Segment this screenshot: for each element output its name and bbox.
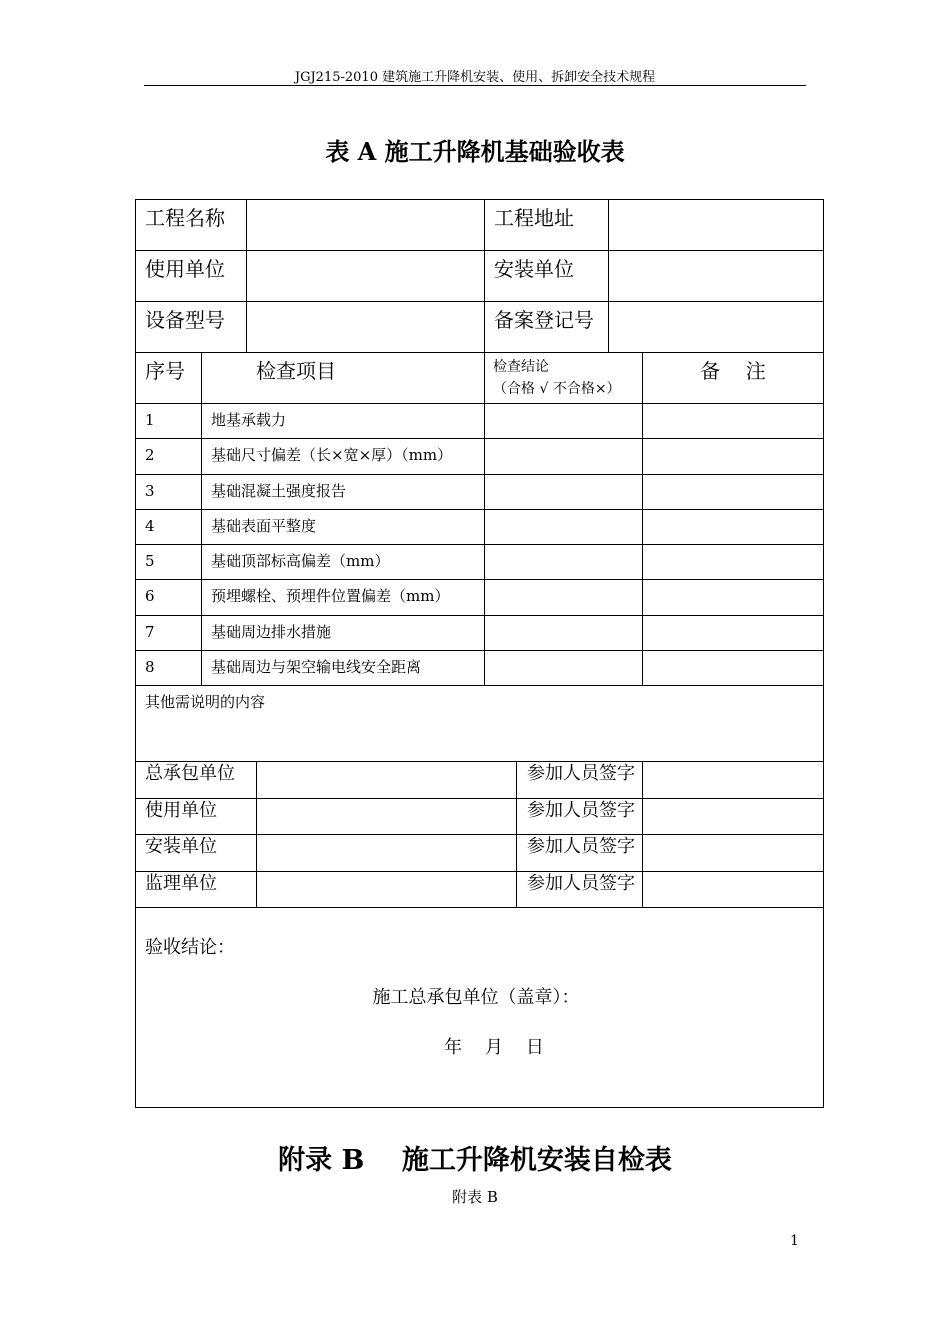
row-no: 7	[136, 616, 202, 651]
field-project-name[interactable]	[247, 200, 485, 251]
label-registration-no: 备案登记号	[485, 302, 609, 353]
party-unit-field[interactable]	[257, 799, 517, 836]
row-result-cell[interactable]	[485, 580, 643, 615]
col-header-item: 检查项目	[202, 353, 485, 404]
row-item: 基础尺寸偏差（长×宽×厚）（mm）	[202, 439, 485, 474]
stamp-label: 施工总承包单位（盖章）：	[372, 987, 580, 1008]
row-no: 1	[136, 404, 202, 439]
label-project-name: 工程名称	[136, 200, 247, 251]
label-install-unit: 安装单位	[485, 251, 609, 302]
party-unit-label: 监理单位	[136, 872, 257, 909]
col-header-no: 序号	[136, 353, 202, 404]
row-result-cell[interactable]	[485, 475, 643, 510]
party-sign-label: 参加人员签字	[517, 835, 643, 872]
row-result-cell[interactable]	[485, 510, 643, 545]
row-no: 6	[136, 580, 202, 615]
party-unit-label: 总承包单位	[136, 762, 257, 799]
party-sign-field[interactable]	[643, 799, 824, 836]
party-unit-label: 安装单位	[136, 835, 257, 872]
field-registration-no[interactable]	[609, 302, 824, 353]
row-remark-cell[interactable]	[643, 580, 824, 615]
party-unit-field[interactable]	[257, 762, 517, 799]
party-sign-label: 参加人员签字	[517, 762, 643, 799]
row-remark-cell[interactable]	[643, 404, 824, 439]
field-project-address[interactable]	[609, 200, 824, 251]
row-remark-cell[interactable]	[643, 651, 824, 686]
field-install-unit[interactable]	[609, 251, 824, 302]
row-result-cell[interactable]	[485, 616, 643, 651]
page-number: 1	[790, 1233, 799, 1249]
row-item: 基础混凝土强度报告	[202, 475, 485, 510]
appendix-subtitle: 附表 B	[452, 1188, 498, 1206]
conclusion-label: 验收结论：	[145, 937, 235, 958]
row-remark-cell[interactable]	[643, 475, 824, 510]
party-sign-field[interactable]	[643, 835, 824, 872]
label-project-address: 工程地址	[485, 200, 609, 251]
row-item: 预埋螺栓、预埋件位置偏差（mm）	[202, 580, 485, 615]
row-remark-cell[interactable]	[643, 545, 824, 580]
col-header-result-line2: （合格 √ 不合格×）	[493, 381, 621, 397]
row-result-cell[interactable]	[485, 439, 643, 474]
row-result-cell[interactable]	[485, 404, 643, 439]
label-equipment-model: 设备型号	[136, 302, 247, 353]
row-no: 5	[136, 545, 202, 580]
row-item: 基础表面平整度	[202, 510, 485, 545]
row-no: 2	[136, 439, 202, 474]
party-sign-label: 参加人员签字	[517, 799, 643, 836]
party-unit-label: 使用单位	[136, 799, 257, 836]
row-result-cell[interactable]	[485, 651, 643, 686]
row-item: 基础周边与架空输电线安全距离	[202, 651, 485, 686]
party-sign-label: 参加人员签字	[517, 872, 643, 909]
date-label: 年 月 日	[444, 1037, 544, 1058]
party-unit-field[interactable]	[257, 835, 517, 872]
header-rule	[144, 85, 806, 86]
row-no: 8	[136, 651, 202, 686]
row-remark-cell[interactable]	[643, 439, 824, 474]
running-header: JGJ215-2010 建筑施工升降机安装、使用、拆卸安全技术规程	[294, 70, 656, 85]
row-item: 地基承载力	[202, 404, 485, 439]
party-sign-field[interactable]	[643, 762, 824, 799]
party-unit-field[interactable]	[257, 872, 517, 909]
row-result-cell[interactable]	[485, 545, 643, 580]
foundation-acceptance-form	[135, 199, 824, 1108]
appendix-title: 附录 B 施工升降机安装自检表	[278, 1145, 672, 1176]
acceptance-conclusion	[136, 908, 824, 1108]
party-sign-field[interactable]	[643, 872, 824, 909]
col-header-remark: 备 注	[643, 353, 824, 404]
col-header-result	[485, 353, 643, 404]
row-remark-cell[interactable]	[643, 616, 824, 651]
col-header-result-line1: 检查结论	[493, 359, 549, 375]
field-equipment-model[interactable]	[247, 302, 485, 353]
row-no: 4	[136, 510, 202, 545]
row-item: 基础顶部标高偏差（mm）	[202, 545, 485, 580]
field-user-unit[interactable]	[247, 251, 485, 302]
row-item: 基础周边排水措施	[202, 616, 485, 651]
table-title: 表 A 施工升降机基础验收表	[325, 137, 625, 166]
row-remark-cell[interactable]	[643, 510, 824, 545]
row-no: 3	[136, 475, 202, 510]
other-notes[interactable]: 其他需说明的内容	[136, 686, 824, 762]
label-user-unit: 使用单位	[136, 251, 247, 302]
